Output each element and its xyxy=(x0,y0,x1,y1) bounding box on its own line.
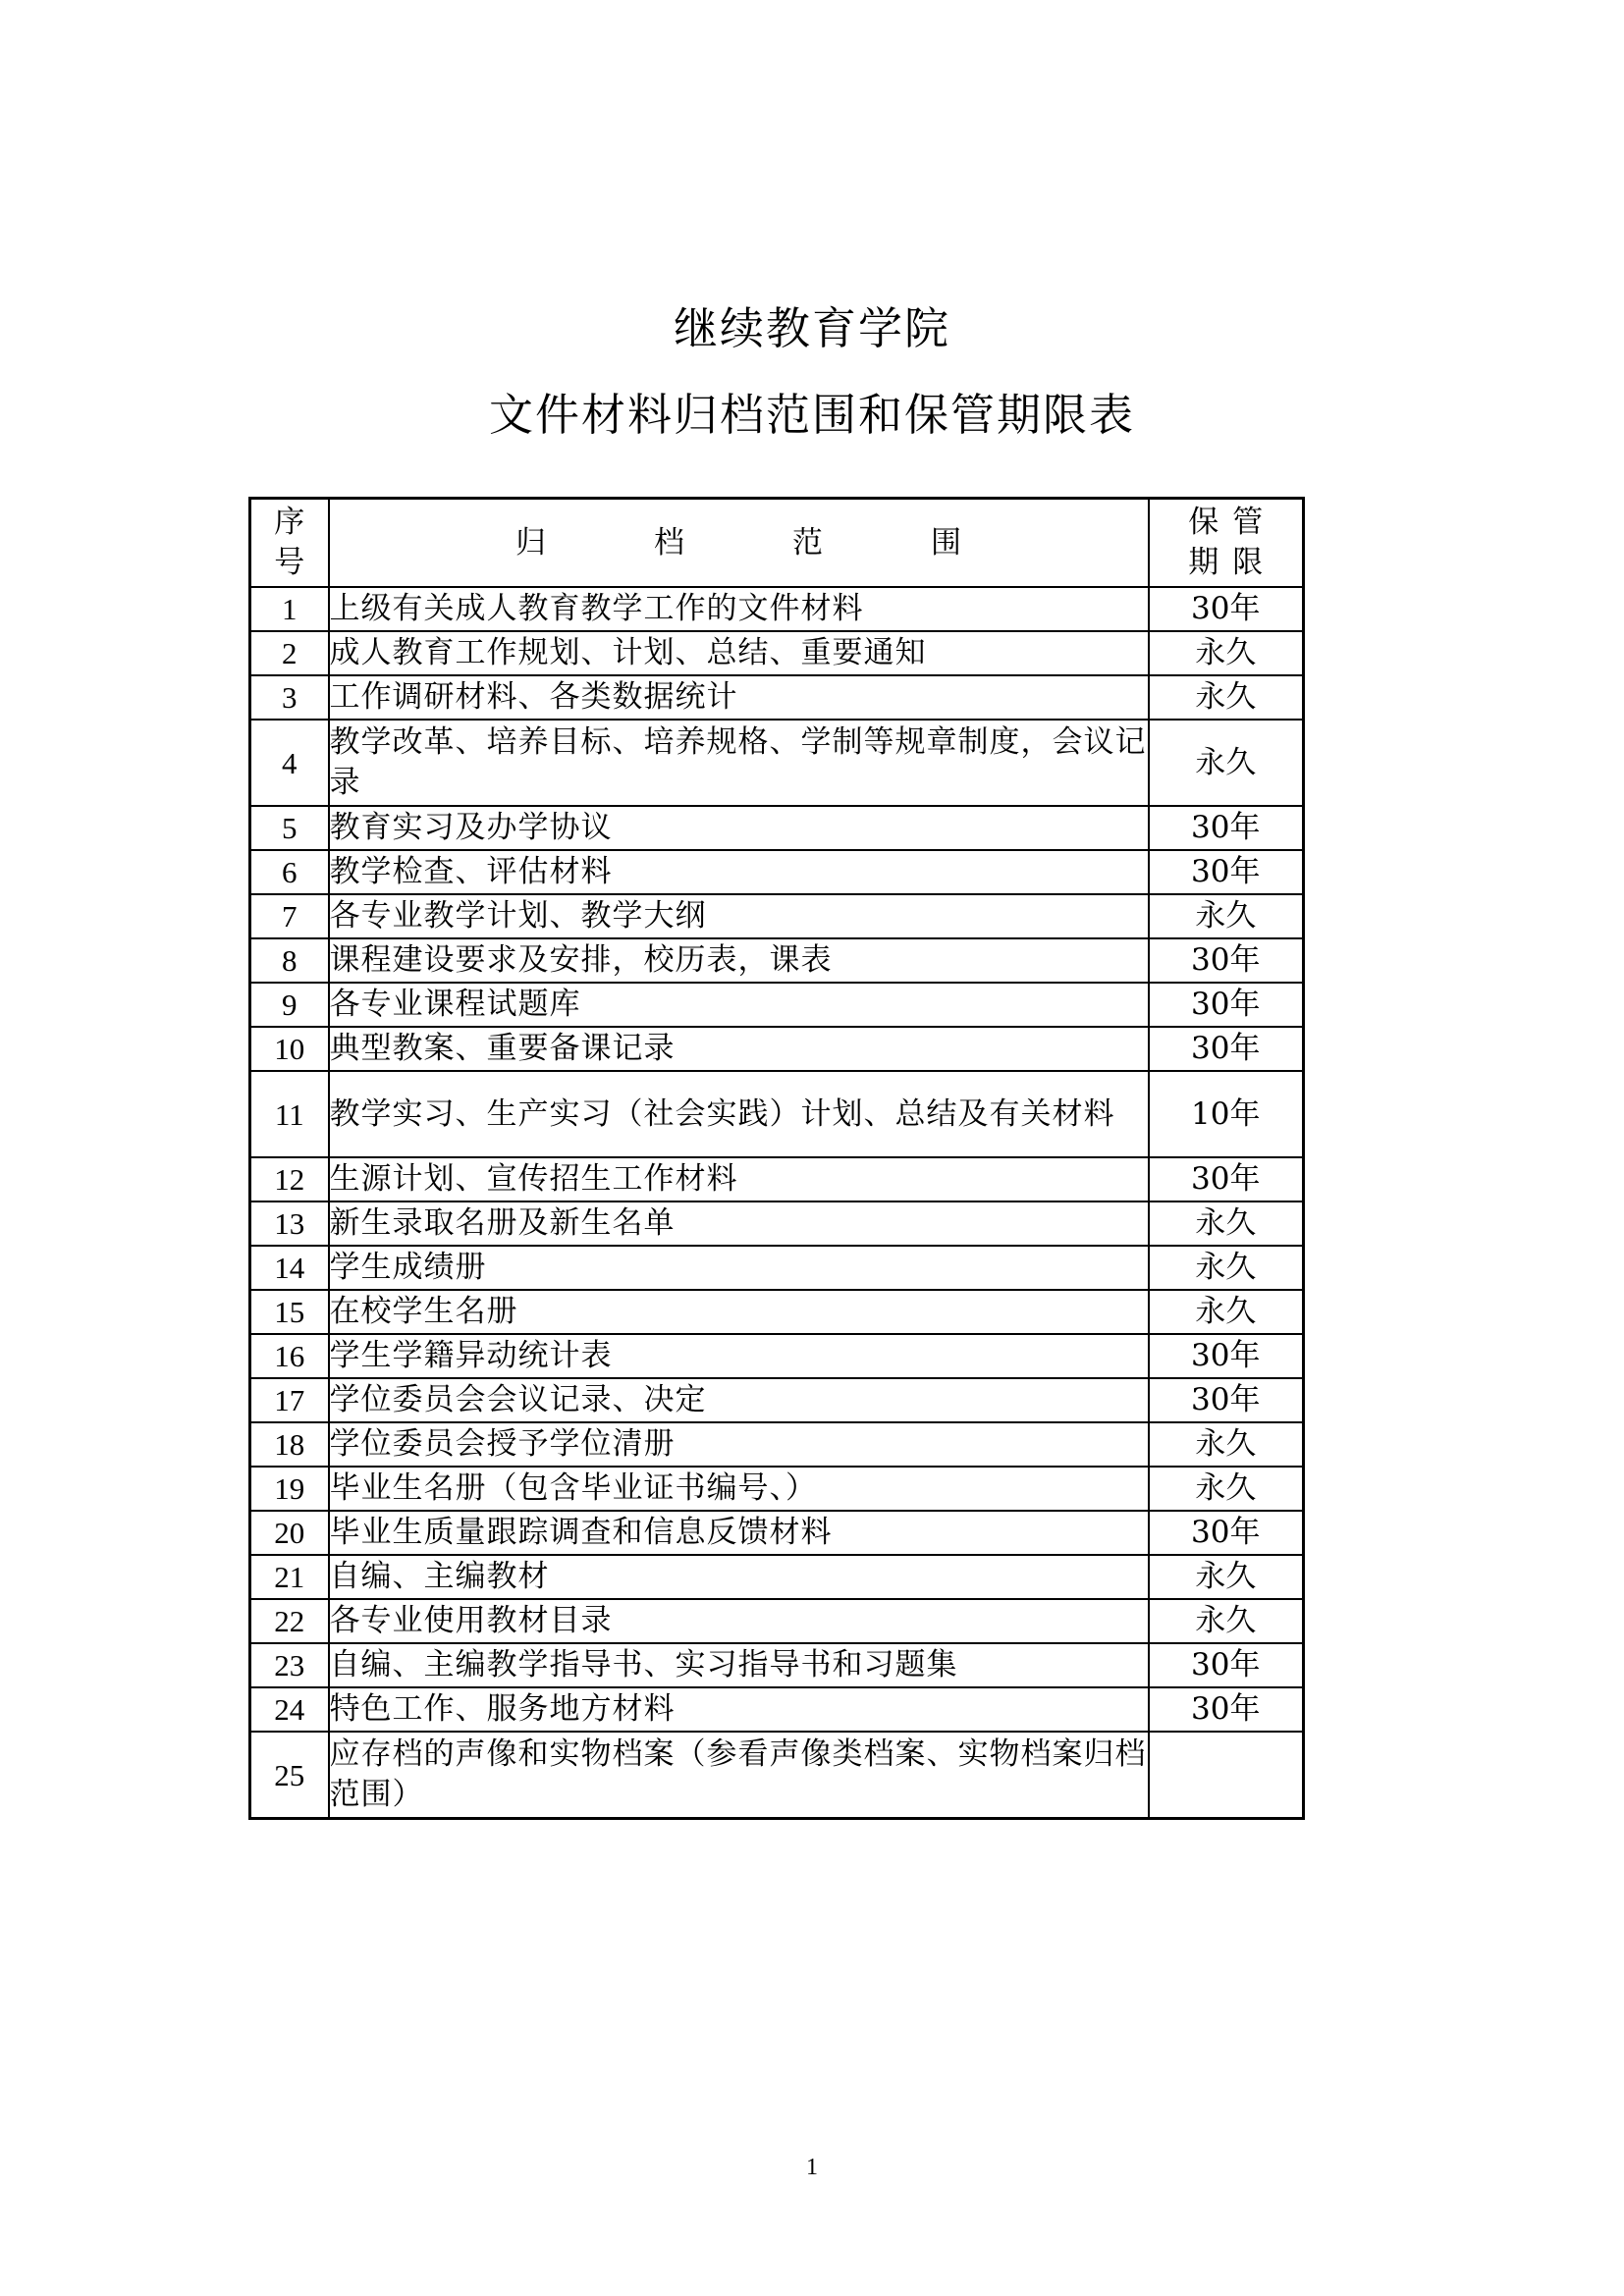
table-row xyxy=(250,1334,1304,1378)
row-serial-number: 4 xyxy=(250,720,329,806)
table-row xyxy=(250,894,1304,938)
row-archive-scope: 学生成绩册 xyxy=(329,1246,1149,1290)
header-serial-number: 序 号 xyxy=(250,499,329,588)
table-row xyxy=(250,1422,1304,1467)
row-archive-scope: 生源计划、宣传招生工作材料 xyxy=(329,1157,1149,1201)
row-serial-number: 23 xyxy=(250,1643,329,1687)
row-retention-period: 30年 xyxy=(1149,587,1304,631)
row-retention-period: 永久 xyxy=(1149,1599,1304,1643)
row-serial-number: 13 xyxy=(250,1201,329,1246)
row-serial-number: 3 xyxy=(250,675,329,720)
row-retention-period: 永久 xyxy=(1149,1201,1304,1246)
row-retention-period: 永久 xyxy=(1149,1246,1304,1290)
table-row xyxy=(250,850,1304,894)
table-row xyxy=(250,1511,1304,1555)
row-retention-period: 永久 xyxy=(1149,894,1304,938)
row-serial-number: 6 xyxy=(250,850,329,894)
row-archive-scope: 教学检查、评估材料 xyxy=(329,850,1149,894)
table-row xyxy=(250,1157,1304,1201)
row-serial-number: 19 xyxy=(250,1467,329,1511)
header-retention-period: 保管 期限 xyxy=(1149,499,1304,588)
table-row xyxy=(250,720,1304,806)
document-title-line1: 继续教育学院 xyxy=(673,302,950,354)
row-archive-scope: 教学实习、生产实习（社会实践）计划、总结及有关材料 xyxy=(329,1071,1149,1157)
row-retention-period: 30年 xyxy=(1149,938,1304,983)
row-retention-period: 永久 xyxy=(1149,631,1304,675)
row-archive-scope: 学生学籍异动统计表 xyxy=(329,1334,1149,1378)
row-retention-period: 永久 xyxy=(1149,675,1304,720)
row-retention-period: 30年 xyxy=(1149,1643,1304,1687)
table-row xyxy=(250,1290,1304,1334)
row-retention-period: 永久 xyxy=(1149,1422,1304,1467)
table-row xyxy=(250,1599,1304,1643)
table-body xyxy=(250,587,1304,1819)
row-archive-scope: 新生录取名册及新生名单 xyxy=(329,1201,1149,1246)
row-serial-number: 5 xyxy=(250,806,329,850)
row-serial-number: 22 xyxy=(250,1599,329,1643)
row-retention-period: 永久 xyxy=(1149,1467,1304,1511)
table-row xyxy=(250,1378,1304,1422)
row-serial-number: 8 xyxy=(250,938,329,983)
page-number: 1 xyxy=(806,2155,818,2180)
table-row xyxy=(250,1201,1304,1246)
row-serial-number: 24 xyxy=(250,1687,329,1732)
row-archive-scope: 毕业生名册（包含毕业证书编号、） xyxy=(329,1467,1149,1511)
row-retention-period xyxy=(1149,1732,1304,1819)
table-row xyxy=(250,631,1304,675)
row-serial-number: 17 xyxy=(250,1378,329,1422)
row-archive-scope: 典型教案、重要备课记录 xyxy=(329,1027,1149,1071)
row-serial-number: 25 xyxy=(250,1732,329,1819)
row-archive-scope: 自编、主编教材 xyxy=(329,1555,1149,1599)
table-row xyxy=(250,1027,1304,1071)
row-archive-scope: 教学改革、培养目标、培养规格、学制等规章制度，会议记录 xyxy=(329,720,1149,806)
table-row xyxy=(250,983,1304,1027)
row-retention-period: 30年 xyxy=(1149,1027,1304,1071)
row-serial-number: 1 xyxy=(250,587,329,631)
row-serial-number: 15 xyxy=(250,1290,329,1334)
row-serial-number: 7 xyxy=(250,894,329,938)
row-serial-number: 14 xyxy=(250,1246,329,1290)
table-row xyxy=(250,675,1304,720)
row-serial-number: 18 xyxy=(250,1422,329,1467)
table-row xyxy=(250,938,1304,983)
row-retention-period: 30年 xyxy=(1149,806,1304,850)
row-retention-period: 永久 xyxy=(1149,720,1304,806)
row-retention-period: 10年 xyxy=(1149,1071,1304,1157)
table-row xyxy=(250,1643,1304,1687)
document-title-line2: 文件材料归档范围和保管期限表 xyxy=(488,389,1135,441)
row-retention-period: 30年 xyxy=(1149,983,1304,1027)
archive-scope-table xyxy=(248,497,1305,1820)
row-archive-scope: 特色工作、服务地方材料 xyxy=(329,1687,1149,1732)
row-serial-number: 2 xyxy=(250,631,329,675)
row-retention-period: 永久 xyxy=(1149,1290,1304,1334)
table-row xyxy=(250,1467,1304,1511)
row-archive-scope: 上级有关成人教育教学工作的文件材料 xyxy=(329,587,1149,631)
table-row xyxy=(250,587,1304,631)
row-archive-scope: 自编、主编教学指导书、实习指导书和习题集 xyxy=(329,1643,1149,1687)
row-retention-period: 30年 xyxy=(1149,1511,1304,1555)
row-retention-period: 30年 xyxy=(1149,1378,1304,1422)
row-retention-period: 永久 xyxy=(1149,1555,1304,1599)
row-serial-number: 20 xyxy=(250,1511,329,1555)
row-archive-scope: 学位委员会授予学位清册 xyxy=(329,1422,1149,1467)
table-row xyxy=(250,1555,1304,1599)
row-retention-period: 30年 xyxy=(1149,1334,1304,1378)
row-archive-scope: 教育实习及办学协议 xyxy=(329,806,1149,850)
table-row xyxy=(250,1071,1304,1157)
row-archive-scope: 成人教育工作规划、计划、总结、重要通知 xyxy=(329,631,1149,675)
row-retention-period: 30年 xyxy=(1149,850,1304,894)
row-archive-scope: 工作调研材料、各类数据统计 xyxy=(329,675,1149,720)
table-row xyxy=(250,1246,1304,1290)
row-serial-number: 10 xyxy=(250,1027,329,1071)
table-row xyxy=(250,1732,1304,1819)
row-archive-scope: 学位委员会会议记录、决定 xyxy=(329,1378,1149,1422)
row-serial-number: 11 xyxy=(250,1071,329,1157)
row-archive-scope: 应存档的声像和实物档案（参看声像类档案、实物档案归档范围） xyxy=(329,1732,1149,1819)
table-row xyxy=(250,1687,1304,1732)
row-archive-scope: 在校学生名册 xyxy=(329,1290,1149,1334)
row-serial-number: 12 xyxy=(250,1157,329,1201)
table-row xyxy=(250,806,1304,850)
row-archive-scope: 课程建设要求及安排，校历表，课表 xyxy=(329,938,1149,983)
row-archive-scope: 毕业生质量跟踪调查和信息反馈材料 xyxy=(329,1511,1149,1555)
row-retention-period: 30年 xyxy=(1149,1157,1304,1201)
row-serial-number: 9 xyxy=(250,983,329,1027)
table-header-row xyxy=(250,499,1304,588)
row-archive-scope: 各专业教学计划、教学大纲 xyxy=(329,894,1149,938)
row-archive-scope: 各专业课程试题库 xyxy=(329,983,1149,1027)
row-serial-number: 16 xyxy=(250,1334,329,1378)
row-serial-number: 21 xyxy=(250,1555,329,1599)
header-archive-scope: 归 档 范 围 xyxy=(329,499,1149,588)
row-archive-scope: 各专业使用教材目录 xyxy=(329,1599,1149,1643)
row-retention-period: 30年 xyxy=(1149,1687,1304,1732)
